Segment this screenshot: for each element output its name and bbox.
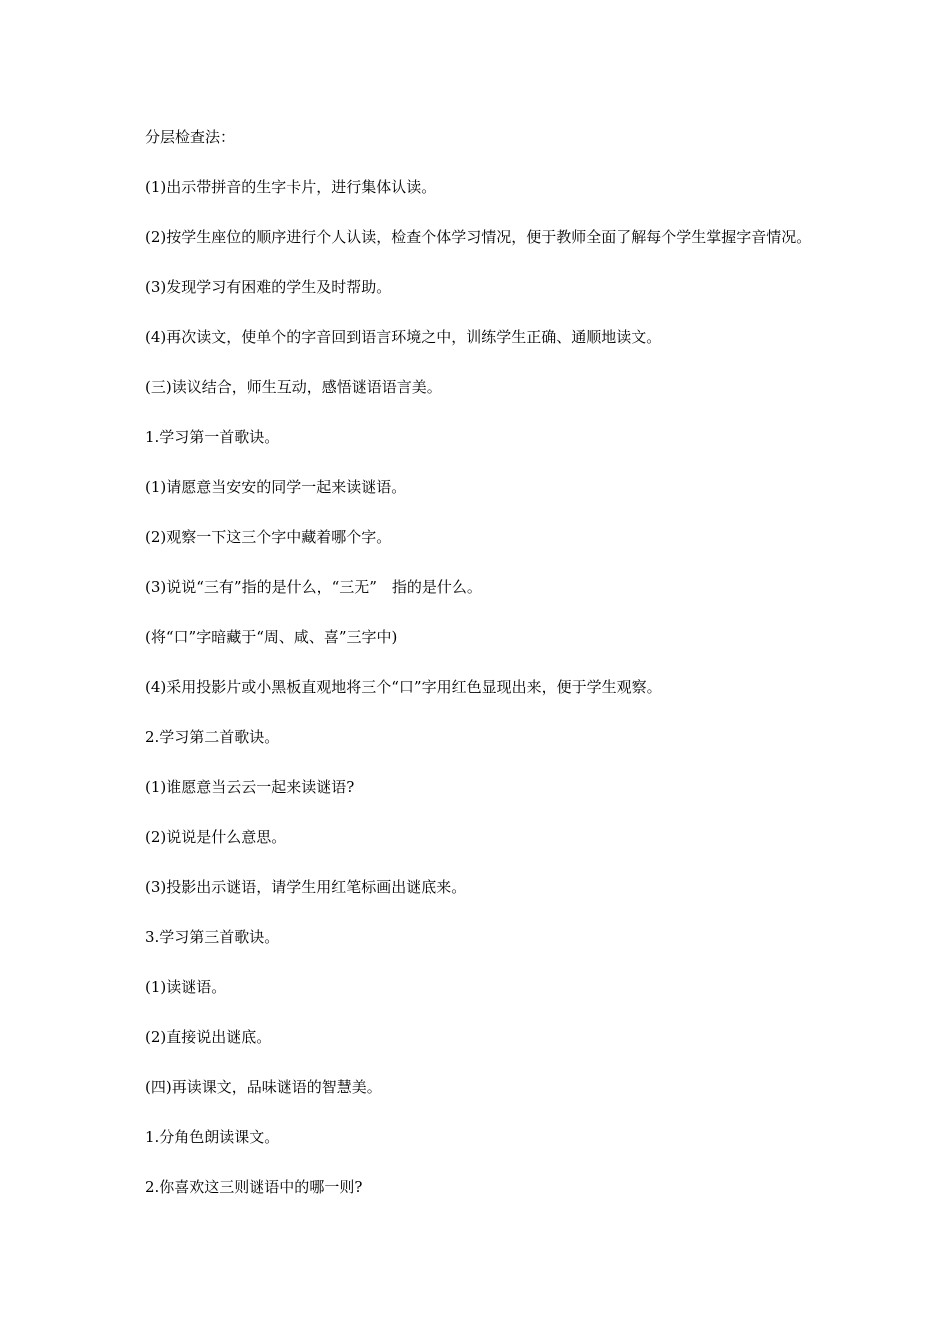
paragraph-method-heading: 分层检查法：	[145, 128, 236, 146]
subsection-heading-2: 2.学习第二首歌诀。	[145, 728, 280, 746]
paragraph-item: (4)采用投影片或小黑板直观地将三个“口”字用红色显现出来，便于学生观察。	[145, 678, 662, 696]
paragraph-item: (1)谁愿意当云云一起来读谜语?	[145, 778, 355, 796]
paragraph-step-3: (3)发现学习有困难的学生及时帮助。	[145, 278, 392, 296]
paragraph-item: (2)观察一下这三个字中藏着哪个字。	[145, 528, 392, 546]
paragraph-step-1: (1)出示带拼音的生字卡片，进行集体认读。	[145, 178, 437, 196]
paragraph-note: (将“口”字暗藏于“周、咸、喜”三字中)	[145, 628, 398, 646]
subsection-heading-1: 1.学习第一首歌诀。	[145, 428, 280, 446]
paragraph-item: 2.你喜欢这三则谜语中的哪一则?	[145, 1178, 363, 1196]
paragraph-item: (3)说说“三有”指的是什么，“三无” 指的是什么。	[145, 578, 482, 596]
paragraph-step-4: (4)再次读文，使单个的字音回到语言环境之中，训练学生正确、通顺地读文。	[145, 328, 662, 346]
section-heading-3: (三)读议结合，师生互动，感悟谜语语言美。	[145, 378, 442, 396]
paragraph-item: (2)直接说出谜底。	[145, 1028, 272, 1046]
paragraph-item: 1.分角色朗读课文。	[145, 1128, 280, 1146]
paragraph-item: (1)读谜语。	[145, 978, 227, 996]
paragraph-step-2: (2)按学生座位的顺序进行个人认读，检查个体学习情况，便于教师全面了解每个学生掌握字音情况。	[145, 228, 812, 246]
document-body	[145, 125, 815, 1225]
paragraph-item: (2)说说是什么意思。	[145, 828, 287, 846]
paragraph-item: (1)请愿意当安安的同学一起来读谜语。	[145, 478, 407, 496]
section-heading-4: (四)再读课文，品味谜语的智慧美。	[145, 1078, 382, 1096]
paragraph-item: (3)投影出示谜语，请学生用红笔标画出谜底来。	[145, 878, 467, 896]
subsection-heading-3: 3.学习第三首歌诀。	[145, 928, 280, 946]
